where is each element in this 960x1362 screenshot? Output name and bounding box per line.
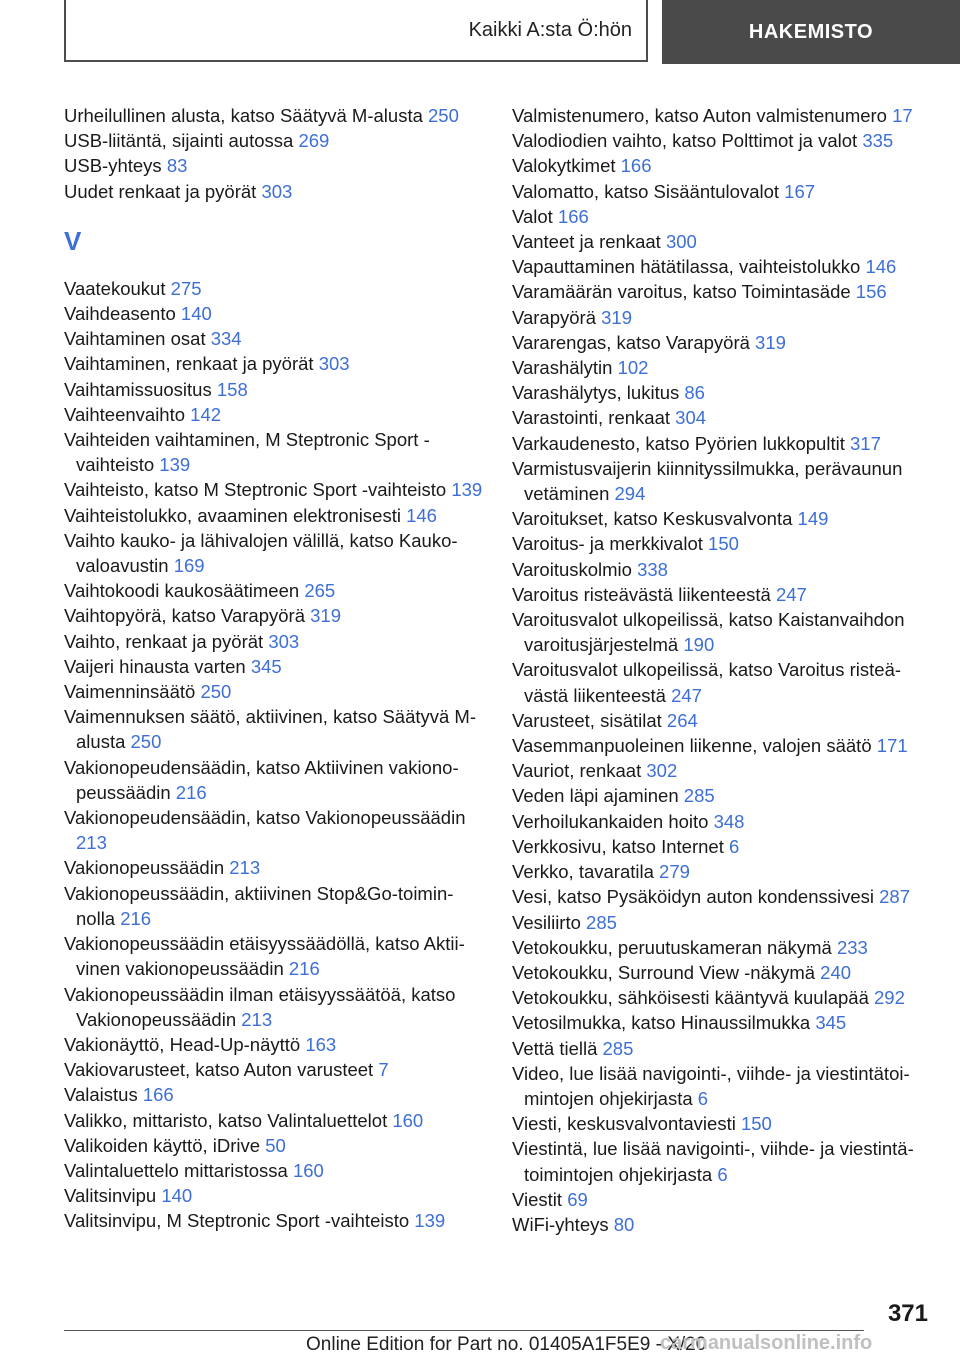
index-page-link[interactable]: 139 <box>414 1210 446 1232</box>
index-entry-text: Varashälytin <box>512 357 613 379</box>
index-page-link[interactable]: 86 <box>684 382 705 404</box>
index-entry-text: Valmistenumero, katso Auton valmistenumero <box>512 105 887 126</box>
index-entry-text: Vetokoukku, peruutuskameran näkymä <box>512 936 832 958</box>
index-entry-text: Uudet renkaat ja pyörät <box>64 180 257 202</box>
index-group-v <box>64 276 484 1234</box>
index-entry-text: Valokytkimet <box>512 155 616 177</box>
index-entry <box>512 1010 932 1035</box>
index-page-link[interactable]: 150 <box>708 533 739 555</box>
index-page-link[interactable]: 166 <box>142 1084 174 1106</box>
index-entry-text: Vaatekoukut <box>64 277 166 299</box>
index-page-link[interactable]: 303 <box>318 353 350 375</box>
index-entry <box>512 456 932 506</box>
index-entry-text: Vaimennuksen säätö, aktiivinen, katso Säätyvä M-alusta <box>64 706 477 753</box>
index-entry-text: Vaijeri hinausta varten <box>64 655 246 677</box>
index-entry-text: Vakiovarusteet, katso Auton varusteet <box>64 1059 374 1081</box>
index-entry <box>512 103 932 128</box>
index-page-link[interactable]: 7 <box>378 1059 389 1081</box>
index-page-link[interactable]: 269 <box>298 130 330 152</box>
index-entry-text: Vaihtopyörä, katso Varapyörä <box>64 605 305 627</box>
index-entry <box>64 326 484 351</box>
index-entry-text: Vakionopeussäädin, aktiivinen Stop&Go-toiminnolla <box>64 882 454 929</box>
index-entry <box>512 1111 932 1136</box>
index-page-link[interactable]: 285 <box>602 1037 634 1059</box>
index-entry <box>512 582 932 607</box>
index-entry <box>512 1061 932 1111</box>
index-page-link[interactable]: 102 <box>617 357 649 379</box>
page-header <box>0 0 960 66</box>
index-page-link[interactable]: 160 <box>292 1159 324 1181</box>
index-page-link[interactable]: 156 <box>855 281 887 303</box>
index-entry <box>512 607 932 657</box>
index-entry-text: Vakionopeussäädin etäisyyssäädöllä, katso Aktiivinen vakionopeussäädin <box>64 933 465 980</box>
index-entry <box>64 931 484 981</box>
index-entry <box>64 153 484 178</box>
index-entry-text: Valot <box>512 205 553 227</box>
index-entry-text: Varoitus- ja merkkivalot <box>512 533 703 555</box>
index-entry <box>512 179 932 204</box>
index-page-link[interactable]: 213 <box>76 832 107 854</box>
index-entry-text: Vaihtaminen, renkaat ja pyörät <box>64 353 314 375</box>
index-page-link[interactable]: 348 <box>713 810 745 832</box>
index-page-link[interactable]: 250 <box>130 731 162 753</box>
index-entry <box>512 960 932 985</box>
index-entry-text: Verkkosivu, katso Internet <box>512 835 724 857</box>
index-group-u <box>64 103 484 204</box>
index-entry <box>64 503 484 528</box>
index-entry <box>64 1032 484 1057</box>
index-column-left <box>64 103 484 1234</box>
index-entry-text: Vaihteistolukko, avaaminen elektronisesti <box>64 504 401 526</box>
index-entry <box>64 629 484 654</box>
index-entry-text: Varamäärän varoitus, katso Toimintasäde <box>512 281 851 303</box>
index-entry <box>64 179 484 204</box>
index-entry-text: Varastointi, renkaat <box>512 407 671 429</box>
index-entry <box>512 1036 932 1061</box>
index-entry <box>64 603 484 628</box>
index-tab-label: HAKEMISTO <box>748 20 874 43</box>
index-entry <box>512 506 932 531</box>
index-entry <box>64 427 484 477</box>
index-page-link[interactable]: 319 <box>601 306 632 328</box>
index-entry <box>512 254 932 279</box>
index-page-link[interactable]: 139 <box>451 479 483 501</box>
index-page-link[interactable]: 335 <box>862 130 894 152</box>
index-page-link[interactable]: 275 <box>170 277 202 299</box>
index-page-link[interactable]: 247 <box>671 684 702 706</box>
section-label: Kaikki A:sta Ö:hön <box>468 18 632 41</box>
index-page-link[interactable]: 17 <box>892 105 913 126</box>
index-page-link[interactable]: 50 <box>265 1134 286 1156</box>
index-entry-text: Varoitusvalot ulkopeilissä, katso Kaistanvaihdon varoitusjärjestelmä <box>512 609 905 656</box>
index-entry-text: Valikko, mittaristo, katso Valintaluettelot <box>64 1109 388 1131</box>
index-page-link[interactable]: 294 <box>614 483 646 505</box>
index-entry <box>512 733 932 758</box>
index-page-link[interactable]: 302 <box>646 760 678 782</box>
index-entry-text: Vaihdeasento <box>64 303 176 325</box>
index-entry-text: Vaihteisto, katso M Steptronic Sport -vaihteisto <box>64 479 447 501</box>
index-entry <box>512 557 932 582</box>
index-entry <box>512 935 932 960</box>
index-entry-text: Vaihteiden vaihtaminen, M Steptronic Sport -vaihteisto <box>64 429 430 476</box>
index-entry-text: WiFi-yhteys <box>512 1213 609 1235</box>
index-page-link[interactable]: 216 <box>120 907 152 929</box>
index-entry-text: Valitsinvipu <box>64 1185 157 1207</box>
index-entry-text: Urheilullinen alusta, katso Säätyvä M-alusta <box>64 105 423 126</box>
index-entry <box>512 531 932 556</box>
index-entry-text: Vaihtokoodi kaukosäätimeen <box>64 580 300 602</box>
index-entry-text: Vetosilmukka, katso Hinaussilmukka <box>512 1012 811 1034</box>
index-page-link[interactable]: 158 <box>216 378 248 400</box>
index-entry-text: Valaistus <box>64 1084 138 1106</box>
index-entry <box>64 982 484 1032</box>
index-page-link[interactable]: 338 <box>637 558 668 580</box>
index-entry <box>64 351 484 376</box>
index-entry-text: Vetokoukku, Surround View -näkymä <box>512 961 816 983</box>
index-column-right <box>512 103 932 1237</box>
index-page-link[interactable]: 6 <box>728 835 740 857</box>
index-entry <box>512 783 932 808</box>
index-entry-text: Vakionäyttö, Head-Up-näyttö <box>64 1033 301 1055</box>
index-entry-text: Vaihto, renkaat ja pyörät <box>64 630 264 652</box>
index-entry <box>512 1212 932 1237</box>
index-page-link[interactable]: 292 <box>874 987 905 1009</box>
index-entry <box>512 355 932 380</box>
index-page-link[interactable]: 160 <box>392 1109 424 1131</box>
index-page-link[interactable]: 146 <box>865 256 897 278</box>
index-page-link[interactable]: 317 <box>850 432 881 454</box>
index-entry <box>512 128 932 153</box>
index-entry-text: Varoitusvalot ulkopeilissä, katso Varoitus risteävästä liikenteestä <box>512 659 902 706</box>
index-page-link[interactable]: 345 <box>250 655 282 677</box>
index-entry-text: Vetokoukku, sähköisesti kääntyvä kuulapää <box>512 987 869 1009</box>
index-entry <box>512 708 932 733</box>
index-page-link[interactable]: 140 <box>180 303 212 325</box>
index-entry <box>64 1133 484 1158</box>
index-page-link[interactable]: 146 <box>406 504 437 526</box>
index-entry <box>64 276 484 301</box>
index-entry <box>64 679 484 704</box>
index-page-link[interactable]: 303 <box>268 630 300 652</box>
index-entry <box>512 834 932 859</box>
index-entry <box>512 431 932 456</box>
index-page-link[interactable]: 6 <box>717 1163 728 1185</box>
index-entry <box>512 279 932 304</box>
index-entry-text: Vakionopeussäädin <box>64 857 225 879</box>
index-page-link[interactable]: 300 <box>665 231 697 253</box>
index-entry-text: Vakionopeudensäädin, katso Aktiivinen vakionopeussäädin <box>64 756 459 803</box>
index-letter-heading: V <box>64 225 82 256</box>
index-entry <box>64 654 484 679</box>
index-page-link[interactable]: 167 <box>784 180 816 202</box>
index-page-link[interactable]: 150 <box>740 1113 772 1135</box>
index-page-link[interactable]: 216 <box>288 958 320 980</box>
index-page-link[interactable]: 149 <box>797 508 829 530</box>
index-page-link[interactable]: 166 <box>620 155 652 177</box>
index-entry <box>512 1136 932 1186</box>
index-page-link[interactable]: 69 <box>567 1188 588 1210</box>
index-entry-text: USB-liitäntä, sijainti autossa <box>64 130 294 152</box>
footer-divider <box>64 1330 864 1331</box>
index-entry-text: Valintaluettelo mittaristossa <box>64 1159 288 1181</box>
index-page-link[interactable]: 250 <box>200 681 232 703</box>
index-page-link[interactable]: 265 <box>304 580 336 602</box>
index-entry <box>64 704 484 754</box>
index-entry-text: Vanteet ja renkaat <box>512 231 661 253</box>
edition-text: Online Edition for Part no. 01405A1F5E9 - X/20 <box>306 1334 707 1355</box>
index-entry-text: Vakionopeudensäädin, katso Vakionopeussäädin <box>64 807 466 829</box>
index-entry <box>512 859 932 884</box>
index-page-link[interactable]: 213 <box>229 857 261 879</box>
index-entry <box>64 855 484 880</box>
index-entry-text: Valomatto, katso Sisääntulovalot <box>512 180 780 202</box>
index-entry-text: Viestintä, lue lisää navigointi-, viihde- ja viestintätoimintojen ohjekirjasta <box>512 1138 914 1185</box>
index-entry <box>512 657 932 707</box>
index-page-link[interactable]: 345 <box>815 1012 847 1034</box>
index-entry-text: Viesti, keskusvalvontaviesti <box>512 1113 736 1135</box>
index-page-link[interactable]: 304 <box>675 407 707 429</box>
index-entry <box>512 380 932 405</box>
index-entry <box>64 1057 484 1082</box>
index-entry <box>64 881 484 931</box>
index-entry-text: Verkko, tavaratila <box>512 861 654 883</box>
index-entry <box>64 528 484 578</box>
index-page-link[interactable]: 80 <box>613 1213 635 1235</box>
index-entry <box>512 910 932 935</box>
index-entry-text: Varoitus risteävästä liikenteestä <box>512 583 771 605</box>
index-entry <box>64 301 484 326</box>
index-entry-text: Video, lue lisää navigointi-, viihde- ja viestintätoimintojen ohjekirjasta <box>512 1062 910 1109</box>
index-page-link[interactable]: 171 <box>876 735 908 757</box>
index-tab[interactable] <box>662 0 960 64</box>
index-page-link[interactable]: 83 <box>166 155 188 177</box>
section-tab[interactable] <box>64 0 648 62</box>
index-page-link[interactable]: 279 <box>659 861 690 883</box>
index-page-link[interactable]: 169 <box>173 555 205 577</box>
index-entry <box>512 229 932 254</box>
index-entry <box>512 305 932 330</box>
index-entry <box>64 377 484 402</box>
index-entry-text: Varkaudenesto, katso Pyörien lukkopultit <box>512 432 845 454</box>
index-page-link[interactable]: 142 <box>190 403 222 425</box>
index-entry-text: Varapyörä <box>512 306 596 328</box>
index-page-link[interactable]: 213 <box>241 1008 273 1030</box>
index-entry <box>512 985 932 1010</box>
index-page-link[interactable]: 319 <box>755 331 786 353</box>
index-entry-text: Viestit <box>512 1188 563 1210</box>
index-entry-text: Vaihtamissuositus <box>64 378 212 400</box>
index-entry <box>64 578 484 603</box>
index-entry <box>512 153 932 178</box>
index-entry <box>64 477 484 502</box>
index-page-link[interactable]: 303 <box>261 180 293 202</box>
index-page-link[interactable]: 140 <box>161 1185 193 1207</box>
index-entry <box>512 884 932 909</box>
index-entry-text: Varusteet, sisätilat <box>512 709 662 731</box>
index-entry <box>512 204 932 229</box>
index-page-link[interactable]: 264 <box>666 709 698 731</box>
index-entry <box>64 755 484 805</box>
index-entry-text: Vauriot, renkaat <box>512 760 642 782</box>
index-entry <box>64 1208 484 1233</box>
index-page-link[interactable]: 250 <box>428 105 459 126</box>
index-page-link[interactable]: 285 <box>683 785 715 807</box>
index-entry-text: Varmistusvaijerin kiinnityssilmukka, perävaunun vetäminen <box>512 457 903 505</box>
index-entry <box>512 330 932 355</box>
index-entry-text: Vesi, katso Pysäköidyn auton kondenssivesi <box>512 886 874 908</box>
index-page-link[interactable]: 287 <box>879 886 911 908</box>
index-entry <box>64 1183 484 1208</box>
index-page-link[interactable]: 216 <box>175 781 207 803</box>
index-entry-text: Vakionopeussäädin ilman etäisyyssäätöä, katso Vakionopeussäädin <box>64 983 456 1030</box>
index-page-link[interactable]: 247 <box>775 583 807 605</box>
watermark-logo: carmanualsonline.info <box>660 1332 873 1354</box>
index-page-link[interactable]: 240 <box>820 961 852 983</box>
index-entry <box>64 1108 484 1133</box>
index-page-link[interactable]: 163 <box>305 1033 337 1055</box>
index-entry-text: Varoitukset, katso Keskusvalvonta <box>512 508 793 530</box>
index-entry-text: Valodiodien vaihto, katso Polttimot ja valot <box>512 130 858 152</box>
index-entry-text: Valitsinvipu, M Steptronic Sport -vaihteisto <box>64 1210 410 1232</box>
page-number: 371 <box>887 1300 928 1327</box>
index-entry <box>64 103 484 128</box>
index-entry-text: Vettä tiellä <box>512 1037 598 1059</box>
index-entry-text: Valikoiden käyttö, iDrive <box>64 1134 261 1156</box>
index-page-link[interactable]: 6 <box>697 1087 709 1109</box>
index-entry-text: Vaihtaminen osat <box>64 328 206 350</box>
index-entry <box>64 1082 484 1107</box>
index-entry-text: USB-yhteys <box>64 155 162 177</box>
index-entry-text: Vaimenninsäätö <box>64 681 196 703</box>
index-entry-text: Varashälytys, lukitus <box>512 382 680 404</box>
index-entry-text: Vesiliirto <box>512 911 581 933</box>
index-entry <box>64 1158 484 1183</box>
index-page-link[interactable]: 190 <box>683 634 715 656</box>
index-page-link[interactable]: 139 <box>159 454 191 476</box>
index-page-link[interactable]: 166 <box>557 205 589 227</box>
index-page-link[interactable]: 319 <box>310 605 341 627</box>
index-page-link[interactable]: 233 <box>836 936 868 958</box>
index-entry <box>64 128 484 153</box>
index-entry <box>512 758 932 783</box>
index-entry <box>512 1187 932 1212</box>
index-entry-text: Veden läpi ajaminen <box>512 785 679 807</box>
index-entry-text: Vapauttaminen hätätilassa, vaihteistolukko <box>512 256 861 278</box>
index-entry <box>64 805 484 855</box>
index-entry-text: Vaihto kauko- ja lähivalojen välillä, katso Kaukovaloavustin <box>64 529 458 577</box>
index-entry-text: Vaihteenvaihto <box>64 403 186 425</box>
index-entry-text: Vasemmanpuoleinen liikenne, valojen säätö <box>512 735 872 757</box>
index-page-link[interactable]: 285 <box>586 911 617 933</box>
index-entry-text: Vararengas, katso Varapyörä <box>512 331 750 353</box>
index-entry-text: Verhoilukankaiden hoito <box>512 810 709 832</box>
index-page-link[interactable]: 334 <box>210 328 242 350</box>
index-entry <box>512 809 932 834</box>
index-entry <box>512 405 932 430</box>
index-entry-text: Varoituskolmio <box>512 558 632 580</box>
index-entry <box>64 402 484 427</box>
